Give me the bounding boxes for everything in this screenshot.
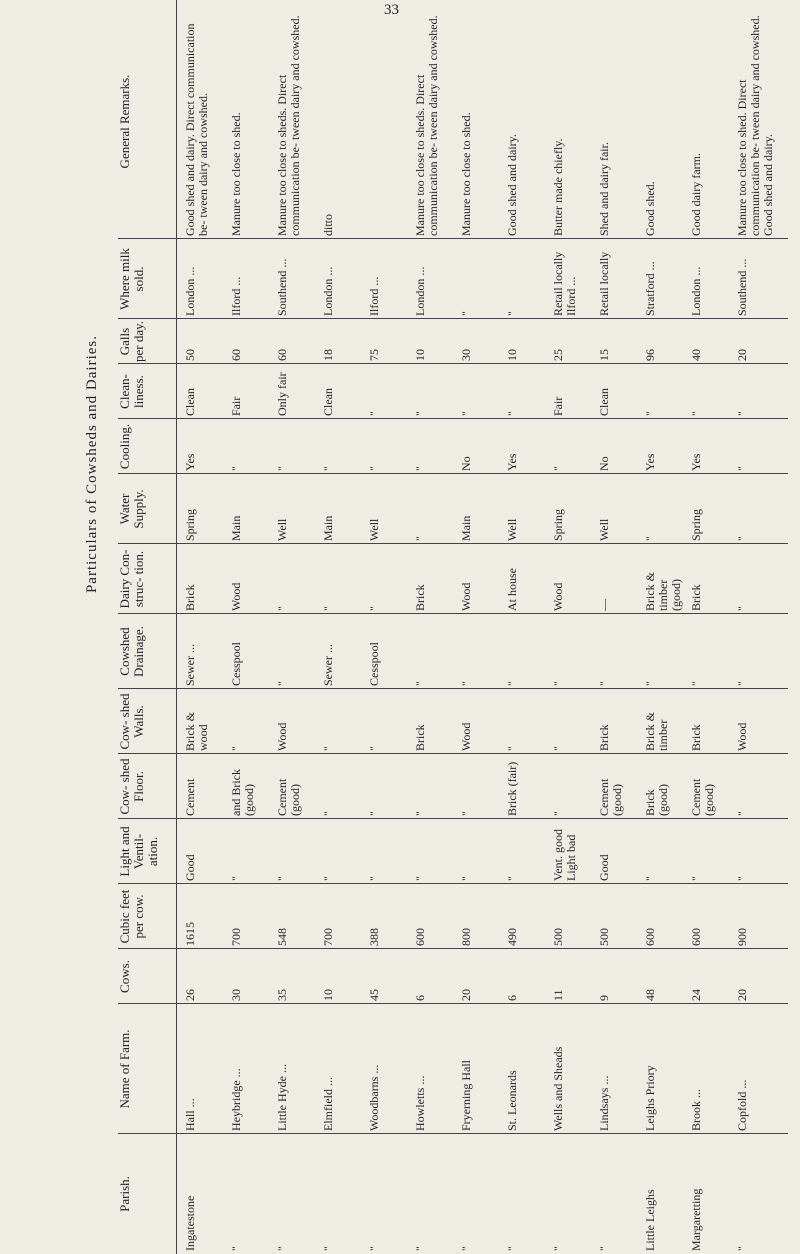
- header-cleanliness: Clean- liness.: [117, 374, 146, 409]
- cell-cows: 20: [459, 989, 473, 1001]
- cell-where: Stratford ...: [643, 261, 657, 316]
- cell-cooling: ": [367, 466, 381, 471]
- cell-cows: 11: [551, 989, 565, 1001]
- header-parish: Parish.: [117, 1176, 132, 1212]
- cell-remarks: Shed and dairy fair.: [597, 142, 611, 236]
- cell-cooling: ": [321, 466, 335, 471]
- cell-cubic: 600: [689, 928, 703, 946]
- cell-parish: ": [275, 1246, 289, 1251]
- cell-farm: Lindsays ...: [597, 1075, 611, 1131]
- cell-cleanliness: Clean: [597, 388, 611, 416]
- cell-construction: —: [597, 599, 611, 611]
- cell-walls: ": [551, 746, 565, 751]
- table-row: [688, 0, 734, 1254]
- cell-water: ": [643, 536, 657, 541]
- cell-where: London ...: [413, 266, 427, 316]
- cell-galls: 60: [275, 349, 289, 361]
- cell-cows: 10: [321, 989, 335, 1001]
- cell-parish: ": [735, 1246, 749, 1251]
- cell-walls: ": [367, 746, 381, 751]
- cell-construction: Wood: [551, 582, 565, 611]
- cell-cubic: 800: [459, 928, 473, 946]
- cell-light: ": [735, 876, 749, 881]
- cell-remarks: Good dairy farm.: [689, 153, 703, 236]
- cell-floor: ": [321, 811, 335, 816]
- header-where: Where milk sold.: [117, 248, 146, 310]
- cell-cows: 20: [735, 989, 749, 1001]
- cell-light: ": [229, 876, 243, 881]
- header-cooling: Cooling.: [117, 423, 132, 470]
- cell-cleanliness: ": [459, 411, 473, 416]
- cell-floor: Cement: [183, 778, 197, 816]
- cell-remarks: Good shed.: [643, 181, 657, 236]
- cell-cooling: ": [413, 466, 427, 471]
- cell-where: Southend ...: [735, 258, 749, 316]
- cell-walls: Brick: [689, 724, 703, 751]
- cell-parish: ": [459, 1246, 473, 1251]
- cell-parish: Little Leighs: [643, 1189, 657, 1251]
- header-construction: Dairy Con- struc- tion.: [117, 549, 146, 609]
- table-row: [412, 0, 458, 1254]
- cell-light: ": [275, 876, 289, 881]
- cell-parish: Ingatestone: [183, 1195, 197, 1251]
- cell-water: Main: [321, 515, 335, 541]
- table-row: [320, 0, 366, 1254]
- cell-galls: 25: [551, 349, 565, 361]
- table-title: Particulars of Cowsheds and Dairies.: [84, 334, 100, 594]
- cell-light: ": [689, 876, 703, 881]
- cell-where: Ilford ...: [367, 276, 381, 316]
- cell-drainage: Cesspool: [229, 641, 243, 686]
- cell-parish: Margaretting: [689, 1188, 703, 1251]
- cell-drainage: Cesspool: [367, 641, 381, 686]
- header-drainage: Cowshed Drainage.: [117, 626, 146, 677]
- cell-where: ": [505, 311, 519, 316]
- cell-light: ": [643, 876, 657, 881]
- header-rule: [176, 0, 177, 1254]
- cell-light: ": [505, 876, 519, 881]
- cell-water: Main: [459, 515, 473, 541]
- header-walls: Cow- shed Walls.: [117, 693, 146, 750]
- cell-light: ": [321, 876, 335, 881]
- table-row: [642, 0, 688, 1254]
- cell-farm: Hall ...: [183, 1098, 197, 1131]
- cell-cubic: 600: [643, 928, 657, 946]
- table-row: [596, 0, 642, 1254]
- cell-floor: and Brick (good): [229, 769, 256, 816]
- cell-construction: ": [275, 606, 289, 611]
- cell-farm: Little Hyde ...: [275, 1064, 289, 1131]
- cell-light: Vent. good Light bad: [551, 829, 578, 881]
- page-number: 33: [384, 2, 399, 18]
- cell-construction: At house: [505, 568, 519, 611]
- cell-drainage: ": [597, 681, 611, 686]
- cell-farm: Copfold ...: [735, 1079, 749, 1131]
- header-remarks: General Remarks.: [117, 74, 132, 169]
- cell-drainage: Sewer ...: [321, 644, 335, 686]
- cell-floor: Brick (good): [643, 784, 670, 816]
- cell-water: Well: [275, 518, 289, 541]
- cell-cooling: No: [459, 456, 473, 471]
- cell-galls: 10: [413, 349, 427, 361]
- cell-drainage: ": [689, 681, 703, 686]
- header-water: Water Supply.: [117, 489, 146, 529]
- cell-farm: Howletts ...: [413, 1075, 427, 1131]
- cell-floor: Brick (fair): [505, 761, 519, 816]
- cell-light: ": [459, 876, 473, 881]
- cell-cows: 30: [229, 989, 243, 1001]
- cell-light: Good: [183, 854, 197, 881]
- cell-cleanliness: Clean: [183, 388, 197, 416]
- cell-construction: Wood: [459, 582, 473, 611]
- cell-farm: Wells and Sheads: [551, 1046, 565, 1131]
- header-cows: Cows.: [117, 960, 132, 993]
- cell-galls: 50: [183, 349, 197, 361]
- cell-cows: 48: [643, 989, 657, 1001]
- table-row: [228, 0, 274, 1254]
- cell-cleanliness: ": [689, 411, 703, 416]
- header-farm: Name of Farm.: [117, 1029, 132, 1109]
- cell-water: Spring: [183, 508, 197, 541]
- cell-remarks: Manure too close to shed.: [459, 112, 473, 236]
- cell-cubic: 1615: [183, 922, 197, 946]
- cell-cows: 45: [367, 989, 381, 1001]
- cell-farm: Fryerning Hall: [459, 1060, 473, 1131]
- cell-where: Ilford ...: [229, 276, 243, 316]
- cell-drainage: ": [643, 681, 657, 686]
- cell-construction: Brick & timber (good): [643, 572, 683, 611]
- cell-galls: 60: [229, 349, 243, 361]
- header-light: Light and Ventil- ation.: [117, 826, 160, 877]
- cell-drainage: ": [551, 681, 565, 686]
- table-row: [274, 0, 320, 1254]
- cell-parish: ": [597, 1246, 611, 1251]
- cell-water: Well: [505, 518, 519, 541]
- cell-parish: ": [321, 1246, 335, 1251]
- cell-floor: ": [551, 811, 565, 816]
- cell-remarks: Good shed and dairy. Direct communication be- tween dairy and cowshed.: [183, 23, 210, 236]
- cell-cleanliness: ": [505, 411, 519, 416]
- cell-construction: Brick: [183, 584, 197, 611]
- cell-walls: ": [505, 746, 519, 751]
- cell-cows: 9: [597, 995, 611, 1001]
- cell-galls: 20: [735, 349, 749, 361]
- cell-cooling: ": [551, 466, 565, 471]
- cell-cubic: 548: [275, 928, 289, 946]
- table-row: [182, 0, 228, 1254]
- cell-cooling: No: [597, 456, 611, 471]
- cell-construction: ": [321, 606, 335, 611]
- cell-galls: 18: [321, 349, 335, 361]
- cell-drainage: ": [735, 681, 749, 686]
- table-row: [366, 0, 412, 1254]
- cell-floor: Cement (good): [597, 778, 624, 816]
- cell-cleanliness: ": [643, 411, 657, 416]
- cell-cows: 6: [505, 995, 519, 1001]
- cell-cooling: ": [229, 466, 243, 471]
- cell-cooling: Yes: [689, 453, 703, 471]
- header-cubic: Cubic feet per cow.: [117, 889, 146, 944]
- cell-cleanliness: ": [367, 411, 381, 416]
- cell-cooling: ": [275, 466, 289, 471]
- cell-cleanliness: ": [413, 411, 427, 416]
- cell-walls: ": [321, 746, 335, 751]
- cell-cooling: Yes: [643, 453, 657, 471]
- cell-remarks: Manure too close to sheds. Direct communication be- tween dairy and cowshed.: [413, 15, 440, 236]
- cell-cleanliness: Fair: [229, 396, 243, 416]
- cell-floor: ": [413, 811, 427, 816]
- cell-remarks: Butter made chiefly.: [551, 138, 565, 236]
- cell-light: ": [367, 876, 381, 881]
- cell-construction: ": [367, 606, 381, 611]
- cell-cubic: 700: [229, 928, 243, 946]
- cell-remarks: ditto: [321, 213, 335, 236]
- cell-floor: Cement (good): [689, 778, 716, 816]
- cell-water: ": [413, 536, 427, 541]
- cell-floor: Cement (good): [275, 778, 302, 816]
- cell-remarks: Good shed and dairy.: [505, 134, 519, 236]
- cell-galls: 15: [597, 349, 611, 361]
- cell-where: Retail locally: [597, 251, 611, 316]
- cell-construction: Wood: [229, 582, 243, 611]
- cell-where: Southend ...: [275, 258, 289, 316]
- cell-drainage: ": [275, 681, 289, 686]
- cell-cubic: 490: [505, 928, 519, 946]
- cell-cows: 26: [183, 989, 197, 1001]
- cell-farm: Elmfield ...: [321, 1077, 335, 1131]
- cell-floor: ": [735, 811, 749, 816]
- cell-walls: Wood: [459, 722, 473, 751]
- cell-walls: ": [229, 746, 243, 751]
- cell-walls: Brick: [413, 724, 427, 751]
- cell-drainage: ": [413, 681, 427, 686]
- cell-remarks: Manure too close to shed.: [229, 112, 243, 236]
- cell-walls: Brick & wood: [183, 712, 210, 751]
- cell-farm: Brook ...: [689, 1089, 703, 1131]
- cell-where: Retail locally Ilford ...: [551, 251, 578, 316]
- cell-construction: ": [735, 606, 749, 611]
- cell-cubic: 600: [413, 928, 427, 946]
- header-floor: Cow- shed Floor.: [117, 758, 146, 815]
- cell-farm: Woodbarns ...: [367, 1064, 381, 1131]
- cell-galls: 75: [367, 349, 381, 361]
- cell-walls: Wood: [275, 722, 289, 751]
- cell-cows: 6: [413, 995, 427, 1001]
- cell-walls: Wood: [735, 722, 749, 751]
- cell-light: Good: [597, 854, 611, 881]
- cell-parish: ": [413, 1246, 427, 1251]
- table-row: [504, 0, 550, 1254]
- cell-cubic: 500: [597, 928, 611, 946]
- cell-cooling: Yes: [183, 453, 197, 471]
- cell-cubic: 388: [367, 928, 381, 946]
- table-row: [734, 0, 780, 1254]
- cell-drainage: Sewer ...: [183, 644, 197, 686]
- cell-construction: Brick: [689, 584, 703, 611]
- cell-construction: Brick: [413, 584, 427, 611]
- cell-galls: 96: [643, 349, 657, 361]
- cell-floor: ": [459, 811, 473, 816]
- cell-farm: Leighs Priory: [643, 1065, 657, 1131]
- cell-cleanliness: Only fair: [275, 372, 289, 416]
- cell-water: Spring: [689, 508, 703, 541]
- cell-parish: ": [551, 1246, 565, 1251]
- cell-cows: 35: [275, 989, 289, 1001]
- cell-galls: 40: [689, 349, 703, 361]
- cell-cows: 24: [689, 989, 703, 1001]
- cell-parish: ": [505, 1246, 519, 1251]
- cell-water: Spring: [551, 508, 565, 541]
- cell-where: ": [459, 311, 473, 316]
- cell-walls: Brick & timber: [643, 712, 670, 751]
- cell-cleanliness: Fair: [551, 396, 565, 416]
- cell-cubic: 900: [735, 928, 749, 946]
- cell-farm: St. Leonards: [505, 1070, 519, 1131]
- table-grid: [118, 0, 788, 1254]
- cell-where: London ...: [321, 266, 335, 316]
- cell-galls: 10: [505, 349, 519, 361]
- cell-floor: ": [367, 811, 381, 816]
- cell-where: London ...: [183, 266, 197, 316]
- cell-parish: ": [367, 1246, 381, 1251]
- cell-drainage: ": [505, 681, 519, 686]
- cell-galls: 30: [459, 349, 473, 361]
- cell-parish: ": [229, 1246, 243, 1251]
- header-galls: Galls per day.: [117, 320, 146, 363]
- table-row: [458, 0, 504, 1254]
- cell-water: ": [735, 536, 749, 541]
- cell-drainage: ": [459, 681, 473, 686]
- cell-cubic: 500: [551, 928, 565, 946]
- cell-water: Main: [229, 515, 243, 541]
- cell-walls: Brick: [597, 724, 611, 751]
- cell-water: Well: [597, 518, 611, 541]
- cell-cubic: 700: [321, 928, 335, 946]
- cell-remarks: Manure too close to sheds. Direct communication be- tween dairy and cowshed.: [275, 15, 302, 236]
- cell-where: London ...: [689, 266, 703, 316]
- cell-remarks: Manure too close to shed. Direct communication be- tween dairy and cowshed. Good shed and dairy.: [735, 15, 775, 236]
- cell-water: Well: [367, 518, 381, 541]
- cell-cleanliness: Clean: [321, 388, 335, 416]
- cell-farm: Heybridge ...: [229, 1068, 243, 1131]
- cell-light: ": [413, 876, 427, 881]
- cell-cleanliness: ": [735, 411, 749, 416]
- cell-cooling: Yes: [505, 453, 519, 471]
- table-row: [550, 0, 596, 1254]
- cell-cooling: ": [735, 466, 749, 471]
